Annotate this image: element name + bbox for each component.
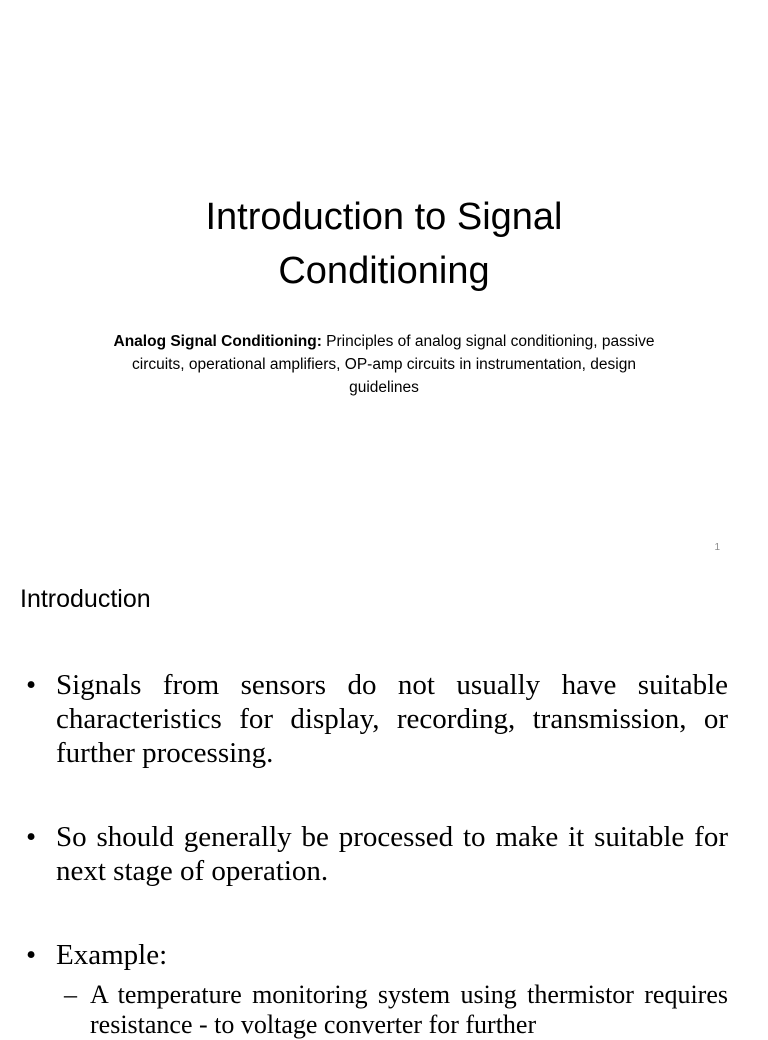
bullet-marker: • xyxy=(26,669,37,701)
bullet-text: So should generally be processed to make it suitable for next stage of operation. xyxy=(56,821,728,887)
sub-bullet-text: A temperature monitoring system using thermistor requires resistance - to voltage converter for further xyxy=(90,980,728,1039)
slide-title-line-1: Introduction to Signal xyxy=(205,196,563,238)
slide-2 xyxy=(0,568,768,1039)
sub-bullet-item xyxy=(24,980,728,1040)
slide-title-line-2: Conditioning xyxy=(278,250,490,292)
slide-subtitle xyxy=(104,330,664,399)
bullet-marker: • xyxy=(26,821,37,853)
bullet-text: Example: xyxy=(56,939,168,971)
slide-heading: Introduction xyxy=(20,585,151,613)
slide-number: 1 xyxy=(714,542,720,553)
bullet-list xyxy=(24,668,728,1040)
slide-title xyxy=(84,190,684,298)
sub-bullet-list xyxy=(24,980,728,1040)
bullet-text: Signals from sensors do not usually have suitable characteristics for display, recording, transmission, or further processing. xyxy=(56,669,728,769)
bullet-item xyxy=(24,938,728,972)
bullet-item xyxy=(24,820,728,888)
subtitle-lead: Analog Signal Conditioning: xyxy=(113,333,322,350)
subtitle-text: Principles of analog signal conditioning, passive circuits, operational amplifiers, OP-amp circuits in instrumentation, design guidelines xyxy=(132,333,655,396)
sub-bullet-container xyxy=(24,980,728,1040)
sub-bullet-marker: – xyxy=(64,980,77,1009)
bullet-marker: • xyxy=(26,939,37,971)
bullet-item xyxy=(24,668,728,770)
